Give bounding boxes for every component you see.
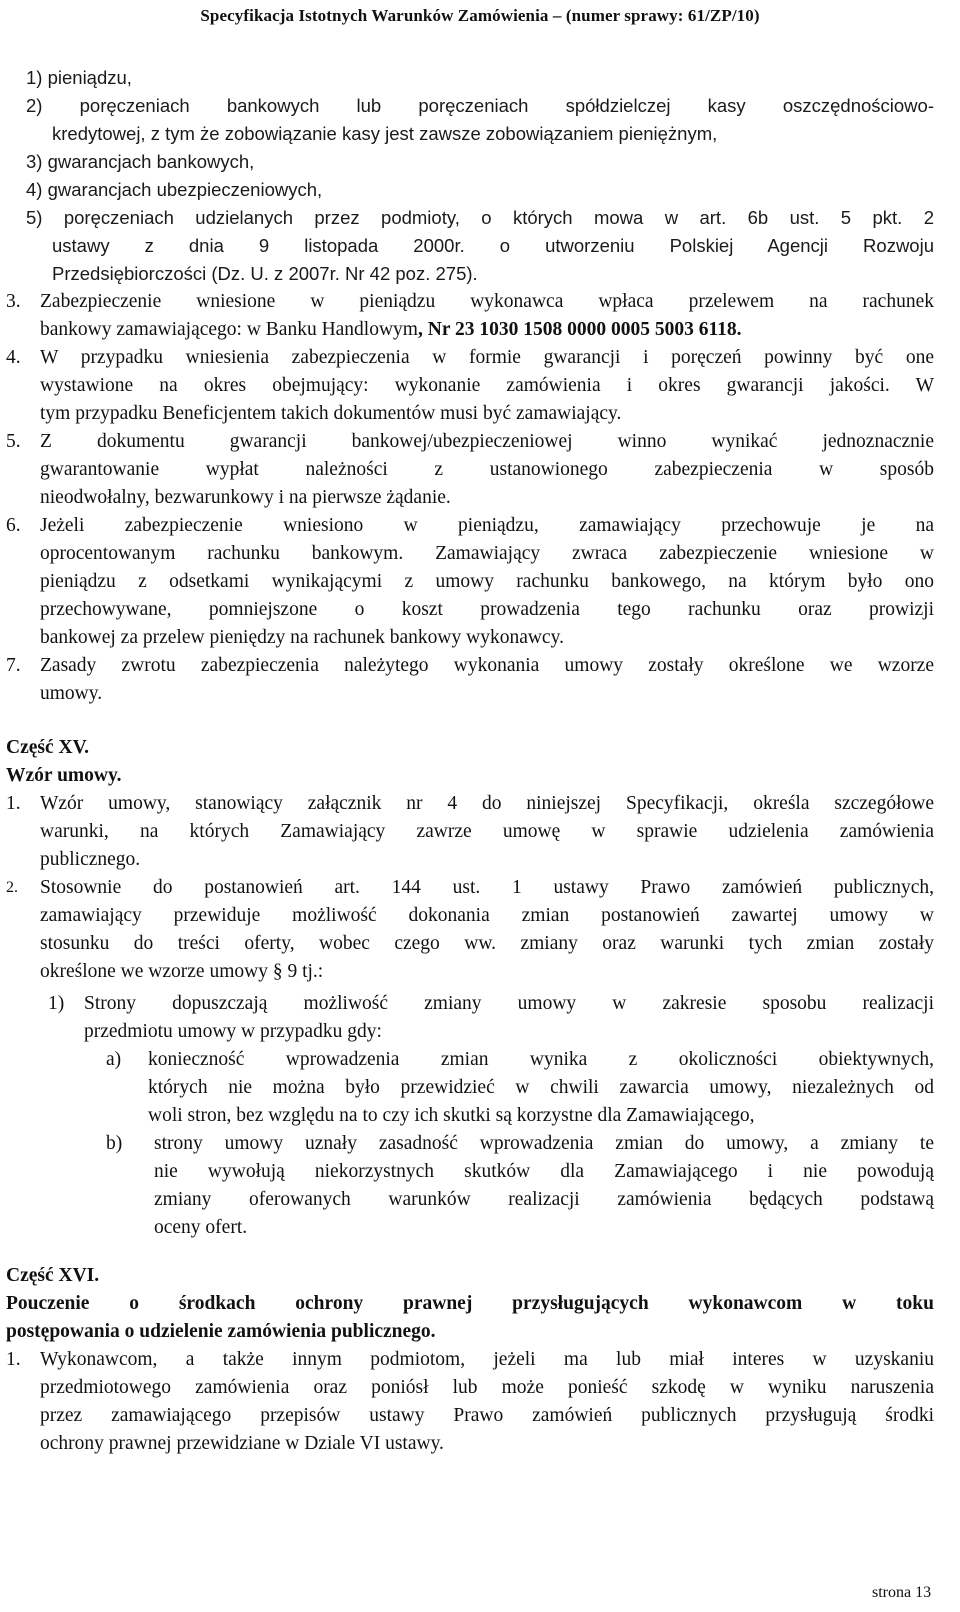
paragraph-line: woli stron, bez względu na to czy ich skutki są korzystne dla Zamawiającego, bbox=[148, 1105, 755, 1126]
page-header: Specyfikacja Istotnych Warunków Zamówienia – (numer sprawy: 61/ZP/10) bbox=[200, 6, 760, 25]
paragraph-number: 7. bbox=[6, 655, 21, 676]
paragraph-line: Wzór umowy, stanowiący załącznik nr 4 do niniejszej Specyfikacji, określa szczegółowe bbox=[40, 793, 934, 814]
paragraph-line: przedmiotowego zamówienia oraz poniósł lub może ponieść szkodę w wyniku naruszenia bbox=[40, 1377, 934, 1398]
bank-account-number: , Nr 23 1030 1508 0000 0005 5003 6118. bbox=[417, 319, 742, 340]
paragraph-line: stosunku do treści oferty, wobec czego ww. zmiany oraz warunki tych zmian zostały bbox=[40, 933, 934, 954]
paragraph-number: 1. bbox=[6, 793, 21, 814]
paragraph-line: Strony dopuszczają możliwość zmiany umowy w zakresie sposobu realizacji bbox=[84, 993, 934, 1014]
list-item: 4) gwarancjach ubezpieczeniowych, bbox=[26, 179, 323, 200]
sub-item-letter: a) bbox=[106, 1049, 122, 1070]
paragraph-line: umowy. bbox=[40, 683, 103, 704]
section-heading: Część XV. bbox=[6, 737, 90, 758]
paragraph-line: przez zamawiającego przepisów ustawy Prawo zamówień publicznych przysługują środki bbox=[40, 1405, 934, 1426]
paragraph-line: publicznego. bbox=[40, 849, 141, 870]
list-item: 2) poręczeniach bankowych lub poręczeniach spółdzielczej kasy oszczędnościowo- bbox=[26, 95, 934, 116]
paragraph-line: przechowywane, pomniejszone o koszt prowadzenia tego rachunku oraz prowizji bbox=[40, 599, 934, 620]
paragraph-line: oprocentowanym rachunku bankowym. Zamawiający zwraca zabezpieczenie wniesione w bbox=[40, 543, 934, 564]
paragraph-line: W przypadku wniesienia zabezpieczenia w formie gwarancji i poręczeń powinny być one bbox=[40, 347, 934, 368]
paragraph-line: Zasady zwrotu zabezpieczenia należytego wykonania umowy zostały określone we wzorze bbox=[40, 655, 934, 676]
paragraph-line: warunki, na których Zamawiający zawrze umowę w sprawie udzielenia zamówienia bbox=[40, 821, 934, 842]
list-item-continuation: kredytowej, z tym że zobowiązanie kasy jest zawsze zobowiązaniem pieniężnym, bbox=[52, 123, 718, 144]
section-heading: Część XVI. bbox=[6, 1265, 100, 1286]
paragraph-line: Wykonawcom, a także innym podmiotom, jeżeli ma lub miał interes w uzyskaniu bbox=[40, 1349, 934, 1370]
paragraph-line: gwarantowanie wypłat należności z ustanowionego zabezpieczenia w sposób bbox=[40, 459, 934, 480]
list-item: 3) gwarancjach bankowych, bbox=[26, 151, 255, 172]
sub-item-number: 1) bbox=[48, 993, 65, 1014]
section-subheading: Wzór umowy. bbox=[6, 765, 122, 786]
paragraph-line: nie wywołują niekorzystnych skutków dla Zamawiającego i nie powodują bbox=[154, 1161, 934, 1182]
paragraph-number: 6. bbox=[6, 515, 21, 536]
paragraph-line: bankowej za przelew pieniędzy na rachunek bankowy wykonawcy. bbox=[40, 627, 564, 648]
paragraph-line: Stosownie do postanowień art. 144 ust. 1 ustawy Prawo zamówień publicznych, bbox=[40, 877, 934, 898]
paragraph-number: 5. bbox=[6, 431, 21, 452]
list-item-continuation: Przedsiębiorczości (Dz. U. z 2007r. Nr 42 poz. 275). bbox=[52, 263, 478, 284]
sub-item-letter: b) bbox=[106, 1133, 123, 1154]
paragraph-line: konieczność wprowadzenia zmian wynika z okoliczności obiektywnych, bbox=[148, 1049, 934, 1070]
section-subheading: Pouczenie o środkach ochrony prawnej przysługujących wykonawcom w toku bbox=[6, 1293, 934, 1314]
paragraph-number: 2. bbox=[6, 879, 18, 896]
page-number: strona 13 bbox=[872, 1584, 932, 1601]
paragraph-line: przedmiotu umowy w przypadku gdy: bbox=[84, 1021, 382, 1042]
paragraph-line: pieniądzu z odsetkami wynikającymi z umowy rachunku bankowego, na którym było ono bbox=[40, 571, 934, 592]
paragraph-line: których nie można było przewidzieć w chwili zawarcia umowy, niezależnych od bbox=[148, 1077, 934, 1098]
section-subheading: postępowania o udzielenie zamówienia publicznego. bbox=[6, 1321, 436, 1342]
paragraph-line: tym przypadku Beneficjentem takich dokumentów musi być zamawiający. bbox=[40, 403, 622, 424]
paragraph-line: wystawione na okres obejmujący: wykonanie zamówienia i okres gwarancji jakości. W bbox=[40, 375, 934, 396]
paragraph-line: oceny ofert. bbox=[154, 1217, 248, 1238]
paragraph-line: Jeżeli zabezpieczenie wniesiono w pieniądzu, zamawiający przechowuje je na bbox=[40, 515, 934, 536]
list-item: 5) poręczeniach udzielanych przez podmioty, o których mowa w art. 6b ust. 5 pkt. 2 bbox=[26, 207, 934, 228]
paragraph-line: Z dokumentu gwarancji bankowej/ubezpieczeniowej winno wynikać jednoznacznie bbox=[40, 431, 934, 452]
paragraph-line: ochrony prawnej przewidziane w Dziale VI ustawy. bbox=[40, 1433, 444, 1454]
paragraph-line: Zabezpieczenie wniesione w pieniądzu wykonawca wpłaca przelewem na rachunek bbox=[40, 291, 934, 312]
paragraph-line: zmiany oferowanych warunków realizacji zamówienia będących podstawą bbox=[154, 1189, 934, 1210]
bank-name-text: bankowy zamawiającego: w Banku Handlowym bbox=[40, 319, 418, 340]
paragraph-line: nieodwołalny, bezwarunkowy i na pierwsze żądanie. bbox=[40, 487, 451, 508]
paragraph-line: określone we wzorze umowy § 9 tj.: bbox=[40, 961, 324, 982]
paragraph-number: 1. bbox=[6, 1349, 21, 1370]
paragraph-line: zamawiający przewiduje możliwość dokonania zmian postanowień zawartej umowy w bbox=[40, 905, 934, 926]
paragraph-line: strony umowy uznały zasadność wprowadzenia zmian do umowy, a zmiany te bbox=[154, 1133, 934, 1154]
paragraph-line bbox=[40, 316, 742, 344]
list-item-continuation: ustawy z dnia 9 listopada 2000r. o utworzeniu Polskiej Agencji Rozwoju bbox=[52, 235, 934, 256]
paragraph-number: 4. bbox=[6, 347, 21, 368]
list-item: 1) pieniądzu, bbox=[26, 67, 132, 88]
paragraph-number: 3. bbox=[6, 291, 21, 312]
